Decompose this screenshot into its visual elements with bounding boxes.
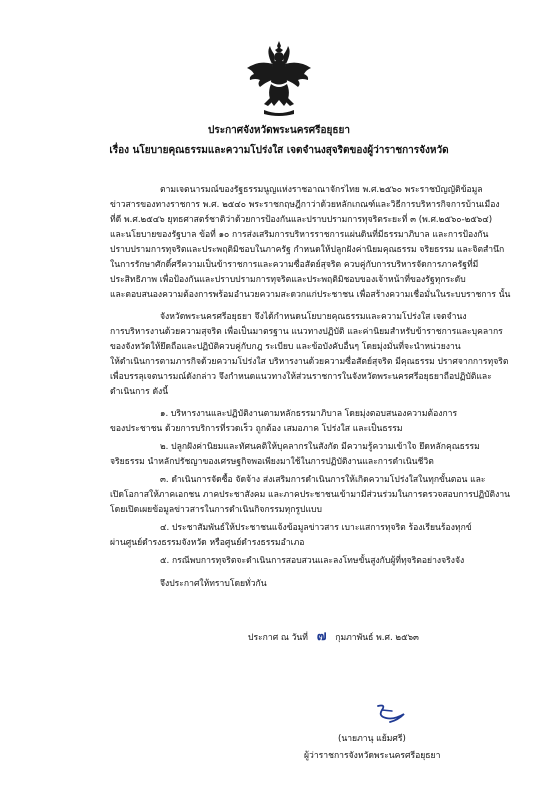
- policy-item: ๕. กรณีพบการทุจริตจะดำเนินการสอบสวนและลงโทษขั้นสูงกับผู้ที่ทุจริตอย่างจริงจัง: [160, 556, 465, 566]
- date-day: ๗: [316, 629, 327, 644]
- para1-line: และนโยบายของรัฐบาล ข้อที่ ๑๐ การส่งเสริมการบริหารราชการแผ่นดินที่มีธรรมาภิบาล และการป้องกัน: [110, 230, 489, 240]
- para2-line: ให้ดำเนินการตามภารกิจด้วยความโปร่งใส บริหารงานด้วยความซื่อสัตย์สุจริต มีคุณธรรม ปราศจากการทุจริต: [110, 357, 509, 367]
- date-prefix: ประกาศ ณ วันที่: [248, 633, 308, 643]
- policy-item-cont: ของประชาชน ด้วยการบริการที่รวดเร็ว ถูกต้อง เสมอภาค โปร่งใส และเป็นธรรม: [110, 424, 403, 434]
- date-line: [248, 631, 419, 644]
- para1-line: ประสิทธิภาพ เพื่อป้องกันและปราบปรามการทุจริตและประพฤติมิชอบของเจ้าหน้าที่ของรัฐทุกระดับ: [110, 275, 466, 285]
- signer-title: ผู้ว่าราชการจังหวัดพระนครศรีอยุธยา: [304, 751, 441, 761]
- para1-line: ปราบปรามการทุจริตและประพฤติมิชอบในภาครัฐ กำหนดให้ปลูกฝังค่านิยมคุณธรรม จริยธรรม และจิตสำนึก: [110, 245, 505, 255]
- para2-line: การบริหารงานด้วยความสุจริต เพื่อเป็นมาตรฐาน แนวทางปฏิบัติ และค่านิยมสำหรับข้าราชการและบุคลากร: [110, 327, 503, 337]
- garuda-emblem-icon: [244, 40, 314, 118]
- para2-line: ดำเนินการ ดังนี้: [110, 387, 169, 397]
- policy-item-cont: เปิดโอกาสให้ภาคเอกชน ภาคประชาสังคม และภาคประชาชนเข้ามามีส่วนร่วมในการตรวจสอบการปฏิบัติงาน: [110, 490, 511, 500]
- policy-item-cont: จริยธรรม นำหลักปรัชญาของเศรษฐกิจพอเพียงมาใช้ในการปฏิบัติงานและการดำเนินชีวิต: [110, 457, 434, 467]
- policy-item-cont: โดยเปิดเผยข้อมูลข่าวสารในการดำเนินกิจกรรมทุกรูปแบบ: [110, 505, 322, 515]
- subject-line: เรื่อง นโยบายคุณธรรมและความโปร่งใส เจตจำนงสุจริตของผู้ว่าราชการจังหวัด: [109, 145, 449, 156]
- page-title: ประกาศจังหวัดพระนครศรีอยุธยา: [208, 125, 350, 136]
- para1-line: ที่ดี พ.ศ.๒๕๔๖ ยุทธศาสตร์ชาติว่าด้วยการป้องกันและปราบปรามการทุจริตระยะที่ ๓ (พ.ศ.๒๕๖๐-๒๕๖๔): [110, 215, 493, 225]
- signer-name: (นายภานุ แย้มศรี): [338, 734, 406, 744]
- policy-item: ๒. ปลูกฝังค่านิยมและทัศนคติให้บุคลากรในสังกัด มีความรู้ความเข้าใจ ยึดหลักคุณธรรม: [160, 442, 480, 452]
- para1-line: ตามเจตนารมณ์ของรัฐธรรมนูญแห่งราชอาณาจักรไทย พ.ศ.๒๕๖๐ พระราชบัญญัติข้อมูล: [160, 185, 483, 195]
- policy-item: ๓. ดำเนินการจัดซื้อ จัดจ้าง ส่งเสริมการดำเนินการให้เกิดความโปร่งใสในทุกขั้นตอน และ: [160, 475, 486, 485]
- closing-line: จึงประกาศให้ทราบโดยทั่วกัน: [160, 579, 267, 589]
- date-rest: กุมภาพันธ์ พ.ศ. ๒๕๖๓: [335, 633, 419, 643]
- policy-item-cont: ผ่านศูนย์ดำรงธรรมจังหวัด หรือศูนย์ดำรงธรรมอำเภอ: [110, 538, 305, 548]
- para1-line: ข่าวสารของทางราชการ พ.ศ. ๒๕๔๐ พระราชกฤษฎีกาว่าด้วยหลักเกณฑ์และวิธีการบริหารกิจการบ้านเมือง: [110, 200, 500, 210]
- para2-line: เพื่อบรรลุเจตนารมณ์ดังกล่าว จึงกำหนดแนวทางให้ส่วนราชการในจังหวัดพระนครศรีอยุธยาถือปฏิบัติและ: [110, 372, 492, 382]
- para1-line: และตอบสนองความต้องการพร้อมอำนวยความสะดวกแก่ประชาชน เพื่อสร้างความเชื่อมั่นในระบบราชการ นั้น: [110, 290, 511, 300]
- para2-line: จังหวัดพระนครศรีอยุธยา จึงได้กำหนดนโยบายคุณธรรมและความโปร่งใส เจตจำนง: [160, 312, 467, 322]
- para2-line: ของจังหวัดให้ยึดถือและปฏิบัติควบคู่กับกฎ ระเบียบ และข้อบังคับอื่นๆ โดยมุ่งมั่นที่จะนำหน่วยงาน: [110, 342, 461, 352]
- policy-item: ๑. บริหารงานและปฏิบัติงานตามหลักธรรมาภิบาล โดยมุ่งตอบสนองความต้องการ: [160, 409, 458, 419]
- policy-item: ๔. ประชาสัมพันธ์ให้ประชาชนแจ้งข้อมูลข่าวสาร เบาะแสการทุจริต ร้องเรียนร้องทุกข์: [160, 523, 472, 533]
- signature-icon: [372, 702, 412, 726]
- para1-line: ในการรักษาศักดิ์ศรีความเป็นข้าราชการและความซื่อสัตย์สุจริต ควบคู่กับการบริหารจัดการภาครัฐที่มี: [110, 260, 479, 270]
